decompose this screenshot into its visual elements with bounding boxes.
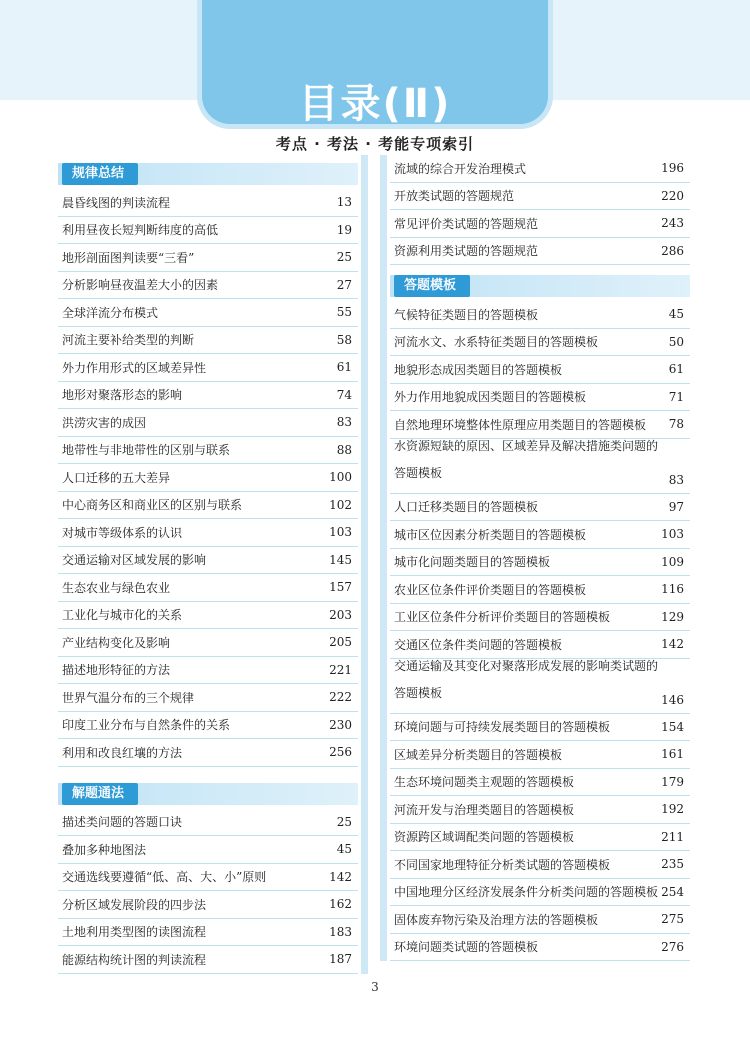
toc-entry[interactable]	[58, 547, 358, 575]
toc-entry[interactable]	[390, 494, 690, 522]
toc-entry[interactable]	[58, 657, 358, 685]
toc-entry-page: 286	[661, 243, 684, 258]
toc-entry-title: 不同国家地理特征分析类试题的答题模板	[394, 857, 611, 872]
toc-entry-page: 146	[661, 692, 684, 707]
toc-entry[interactable]	[390, 356, 690, 384]
toc-entry[interactable]	[58, 189, 358, 217]
toc-entry-page: 162	[329, 897, 352, 912]
section-label-templates: 答题模板	[394, 275, 470, 297]
toc-entry[interactable]	[390, 934, 690, 962]
toc-entry-page: 45	[668, 307, 684, 322]
toc-entry-title: 工业化与城市化的关系	[62, 608, 183, 623]
toc-entry-page: 196	[661, 161, 684, 176]
toc-entry[interactable]	[58, 437, 358, 465]
toc-entry-title: 叠加多种地图法	[62, 842, 147, 857]
toc-entry-page: 61	[668, 362, 684, 377]
toc-entry-page: 256	[329, 745, 352, 760]
toc-entry-page: 83	[336, 415, 352, 430]
toc-entry-title: 分析区域发展阶段的四步法	[62, 897, 207, 912]
toc-entry-page: 179	[661, 774, 684, 789]
toc-entry-title: 交通运输对区域发展的影响	[62, 553, 207, 568]
toc-entry-page: 161	[661, 747, 684, 762]
toc-entry-title: 全球洋流分布模式	[62, 305, 159, 320]
toc-entry-page: 102	[329, 497, 352, 512]
toc-entry[interactable]	[58, 217, 358, 245]
toc-entry-page: 275	[661, 912, 684, 927]
toc-entry-title: 区域差异分析类题目的答题模板	[394, 747, 563, 762]
toc-entry-title: 自然地理环境整体性原理应用类题目的答题模板	[394, 417, 647, 432]
page-number: 3	[371, 980, 379, 994]
toc-entry-page: 222	[329, 690, 352, 705]
toc-entry-page: 97	[668, 499, 684, 514]
toc-entry-title: 洪涝灾害的成因	[62, 415, 147, 430]
toc-entry-title: 地貌形态成因类题目的答题模板	[394, 362, 563, 377]
toc-entry-title: 土地利用类型图的读图流程	[62, 925, 207, 940]
toc-entry[interactable]	[58, 519, 358, 547]
toc-entry-page: 203	[329, 607, 352, 622]
toc-entry-page: 27	[336, 277, 352, 292]
toc-entry-page: 211	[661, 829, 684, 844]
toc-entry-title: 交通区位条件类问题的答题模板	[394, 637, 563, 652]
section-header-methods	[58, 783, 358, 805]
toc-entry[interactable]	[58, 891, 358, 919]
toc-entry-title: 城市化问题类题目的答题模板	[394, 555, 551, 570]
toc-entry[interactable]	[58, 299, 358, 327]
toc-entry[interactable]	[390, 604, 690, 632]
toc-entry-page: 58	[336, 332, 352, 347]
toc-entry-title: 工业区位条件分析评价类题目的答题模板	[394, 610, 611, 625]
toc-entry-page: 103	[661, 527, 684, 542]
toc-entry[interactable]	[58, 382, 358, 410]
toc-entry[interactable]	[58, 712, 358, 740]
toc-entry-page: 13	[336, 195, 352, 210]
toc-entry[interactable]	[390, 521, 690, 549]
toc-entry-page: 61	[336, 360, 352, 375]
toc-entry-title: 人口迁移的五大差异	[62, 470, 171, 485]
toc-entry-title: 对城市等级体系的认识	[62, 525, 183, 540]
toc-entry-title: 交通运输及其变化对聚落形成发展的影响类试题的答题模板	[394, 658, 659, 700]
toc-entry[interactable]	[390, 210, 690, 238]
toc-entry-page: 116	[661, 582, 684, 597]
toc-entry-title: 外力作用形式的区域差异性	[62, 360, 207, 375]
toc-entry-title: 环境问题与可持续发展类题目的答题模板	[394, 720, 611, 735]
toc-entry-title: 河流开发与治理类题目的答题模板	[394, 802, 575, 817]
toc-entry-title: 地带性与非地带性的区别与联系	[62, 443, 231, 458]
toc-entry[interactable]	[58, 272, 358, 300]
section-header-templates	[390, 275, 690, 297]
toc-entry-page: 187	[329, 952, 352, 967]
toc-entry-title: 描述类问题的答题口诀	[62, 815, 183, 830]
toc-entry-page: 183	[329, 924, 352, 939]
toc-entry-page: 109	[661, 554, 684, 569]
toc-entry-page: 142	[661, 637, 684, 652]
toc-entry[interactable]	[390, 576, 690, 604]
toc-entry[interactable]	[58, 244, 358, 272]
toc-entry-title: 分析影响昼夜温差大小的因素	[62, 278, 219, 293]
toc-entry[interactable]	[390, 439, 690, 494]
toc-entry-title: 世界气温分布的三个规律	[62, 690, 195, 705]
toc-entry[interactable]	[58, 739, 358, 767]
section-label-rules: 规律总结	[62, 163, 138, 185]
toc-entry-title: 外力作用地貌成因类题目的答题模板	[394, 390, 587, 405]
toc-entry-page: 25	[336, 250, 352, 265]
toc-entry-title: 资源跨区域调配类问题的答题模板	[394, 830, 575, 845]
right-column	[390, 155, 690, 961]
toc-entry-page: 220	[661, 188, 684, 203]
toc-entry-page: 221	[329, 662, 352, 677]
toc-entry-title: 中心商务区和商业区的区别与联系	[62, 498, 243, 513]
toc-entry-title: 水资源短缺的原因、区域差异及解决措施类问题的答题模板	[394, 438, 659, 480]
toc-entry[interactable]	[58, 809, 358, 837]
toc-entry[interactable]	[58, 409, 358, 437]
rules-list	[58, 189, 358, 767]
toc-entry-page: 100	[329, 470, 352, 485]
toc-entry[interactable]	[58, 327, 358, 355]
toc-entry-title: 人口迁移类题目的答题模板	[394, 500, 539, 515]
toc-entry-page: 276	[661, 939, 684, 954]
toc-entry-page: 142	[329, 869, 352, 884]
toc-entry-title: 常见评价类试题的答题规范	[394, 216, 539, 231]
toc-entry-page: 83	[668, 472, 684, 487]
toc-entry[interactable]	[58, 492, 358, 520]
toc-entry[interactable]	[390, 906, 690, 934]
toc-entry-page: 25	[336, 814, 352, 829]
page-subtitle: 考点 · 考法 · 考能专项索引	[275, 135, 475, 153]
section-label-methods: 解题通法	[62, 783, 138, 805]
toc-entry[interactable]	[390, 714, 690, 742]
toc-entry-title: 交通选线要遵循“低、高、大、小”原则	[62, 870, 267, 885]
toc-entry[interactable]	[390, 741, 690, 769]
toc-entry-title: 中国地理分区经济发展条件分析类问题的答题模板	[394, 885, 659, 900]
toc-entry[interactable]	[58, 602, 358, 630]
toc-entry-page: 254	[661, 884, 684, 899]
toc-entry[interactable]	[390, 879, 690, 907]
toc-entry-page: 78	[668, 417, 684, 432]
toc-entry[interactable]	[58, 629, 358, 657]
toc-entry-title: 河流主要补给类型的判断	[62, 333, 195, 348]
toc-entry-page: 205	[329, 635, 352, 650]
toc-entry-title: 地形剖面图判读要“三看”	[62, 250, 195, 265]
toc-entry[interactable]	[58, 919, 358, 947]
templates-list	[390, 301, 690, 961]
toc-entry[interactable]	[390, 183, 690, 211]
toc-entry[interactable]	[58, 684, 358, 712]
toc-entry-title: 气候特征类题目的答题模板	[394, 307, 539, 322]
toc-entry-title: 描述地形特征的方法	[62, 663, 171, 678]
toc-entry-page: 235	[661, 857, 684, 872]
toc-entry[interactable]	[58, 946, 358, 974]
left-column	[58, 155, 358, 974]
toc-entry[interactable]	[390, 851, 690, 879]
toc-entry-title: 开放类试题的答题规范	[394, 189, 515, 204]
toc-entry-page: 129	[661, 609, 684, 624]
toc-entry-title: 晨昏线图的判读流程	[62, 195, 171, 210]
toc-entry-title: 生态环境问题类主观题的答题模板	[394, 775, 575, 790]
toc-entry[interactable]	[58, 354, 358, 382]
section-header-rules	[58, 163, 358, 185]
toc-entry-title: 能源结构统计图的判读流程	[62, 952, 207, 967]
continued-list	[390, 155, 690, 265]
toc-entry-page: 145	[329, 552, 352, 567]
toc-entry-title: 资源利用类试题的答题规范	[394, 244, 539, 259]
toc-entry-title: 农业区位条件评价类题目的答题模板	[394, 582, 587, 597]
toc-entry[interactable]	[390, 329, 690, 357]
toc-entry-title: 环境问题类试题的答题模板	[394, 940, 539, 955]
toc-entry[interactable]	[390, 384, 690, 412]
toc-entry[interactable]	[390, 301, 690, 329]
toc-entry[interactable]	[58, 464, 358, 492]
toc-entry[interactable]	[58, 864, 358, 892]
toc-entry[interactable]	[390, 769, 690, 797]
toc-entry-title: 流域的综合开发治理模式	[394, 161, 527, 176]
toc-entry[interactable]	[390, 238, 690, 266]
toc-entry[interactable]	[390, 549, 690, 577]
toc-entry-page: 74	[336, 387, 352, 402]
toc-entry-page: 157	[329, 580, 352, 595]
toc-entry-page: 88	[336, 442, 352, 457]
toc-entry[interactable]	[390, 796, 690, 824]
page-title: 目录(Ⅱ)	[298, 81, 452, 127]
toc-entry-page: 103	[329, 525, 352, 540]
toc-entry[interactable]	[58, 836, 358, 864]
toc-entry-page: 230	[329, 717, 352, 732]
toc-entry-page: 154	[661, 719, 684, 734]
toc-entry[interactable]	[58, 574, 358, 602]
toc-entry-title: 地形对聚落形态的影响	[62, 388, 183, 403]
toc-entry-title: 利用昼夜长短判断纬度的高低	[62, 223, 219, 238]
toc-entry[interactable]	[390, 824, 690, 852]
toc-entry[interactable]	[390, 155, 690, 183]
toc-entry-title: 城市区位因素分析类题目的答题模板	[394, 527, 587, 542]
toc-entry-title: 产业结构变化及影响	[62, 635, 171, 650]
toc-entry-page: 19	[336, 222, 352, 237]
toc-entry-title: 利用和改良红壤的方法	[62, 745, 183, 760]
toc-entry-page: 50	[668, 334, 684, 349]
toc-entry-title: 固体废弃物污染及治理方法的答题模板	[394, 912, 599, 927]
toc-entry-page: 192	[661, 802, 684, 817]
toc-entry[interactable]	[390, 659, 690, 714]
toc-entry-title: 印度工业分布与自然条件的关系	[62, 718, 231, 733]
toc-entry-page: 243	[661, 216, 684, 231]
toc-entry-title: 生态农业与绿色农业	[62, 580, 171, 595]
toc-entry-title: 河流水文、水系特征类题目的答题模板	[394, 335, 599, 350]
toc-entry-page: 55	[336, 305, 352, 320]
toc-entry-page: 45	[336, 842, 352, 857]
methods-list	[58, 809, 358, 974]
toc-entry-page: 71	[668, 389, 684, 404]
